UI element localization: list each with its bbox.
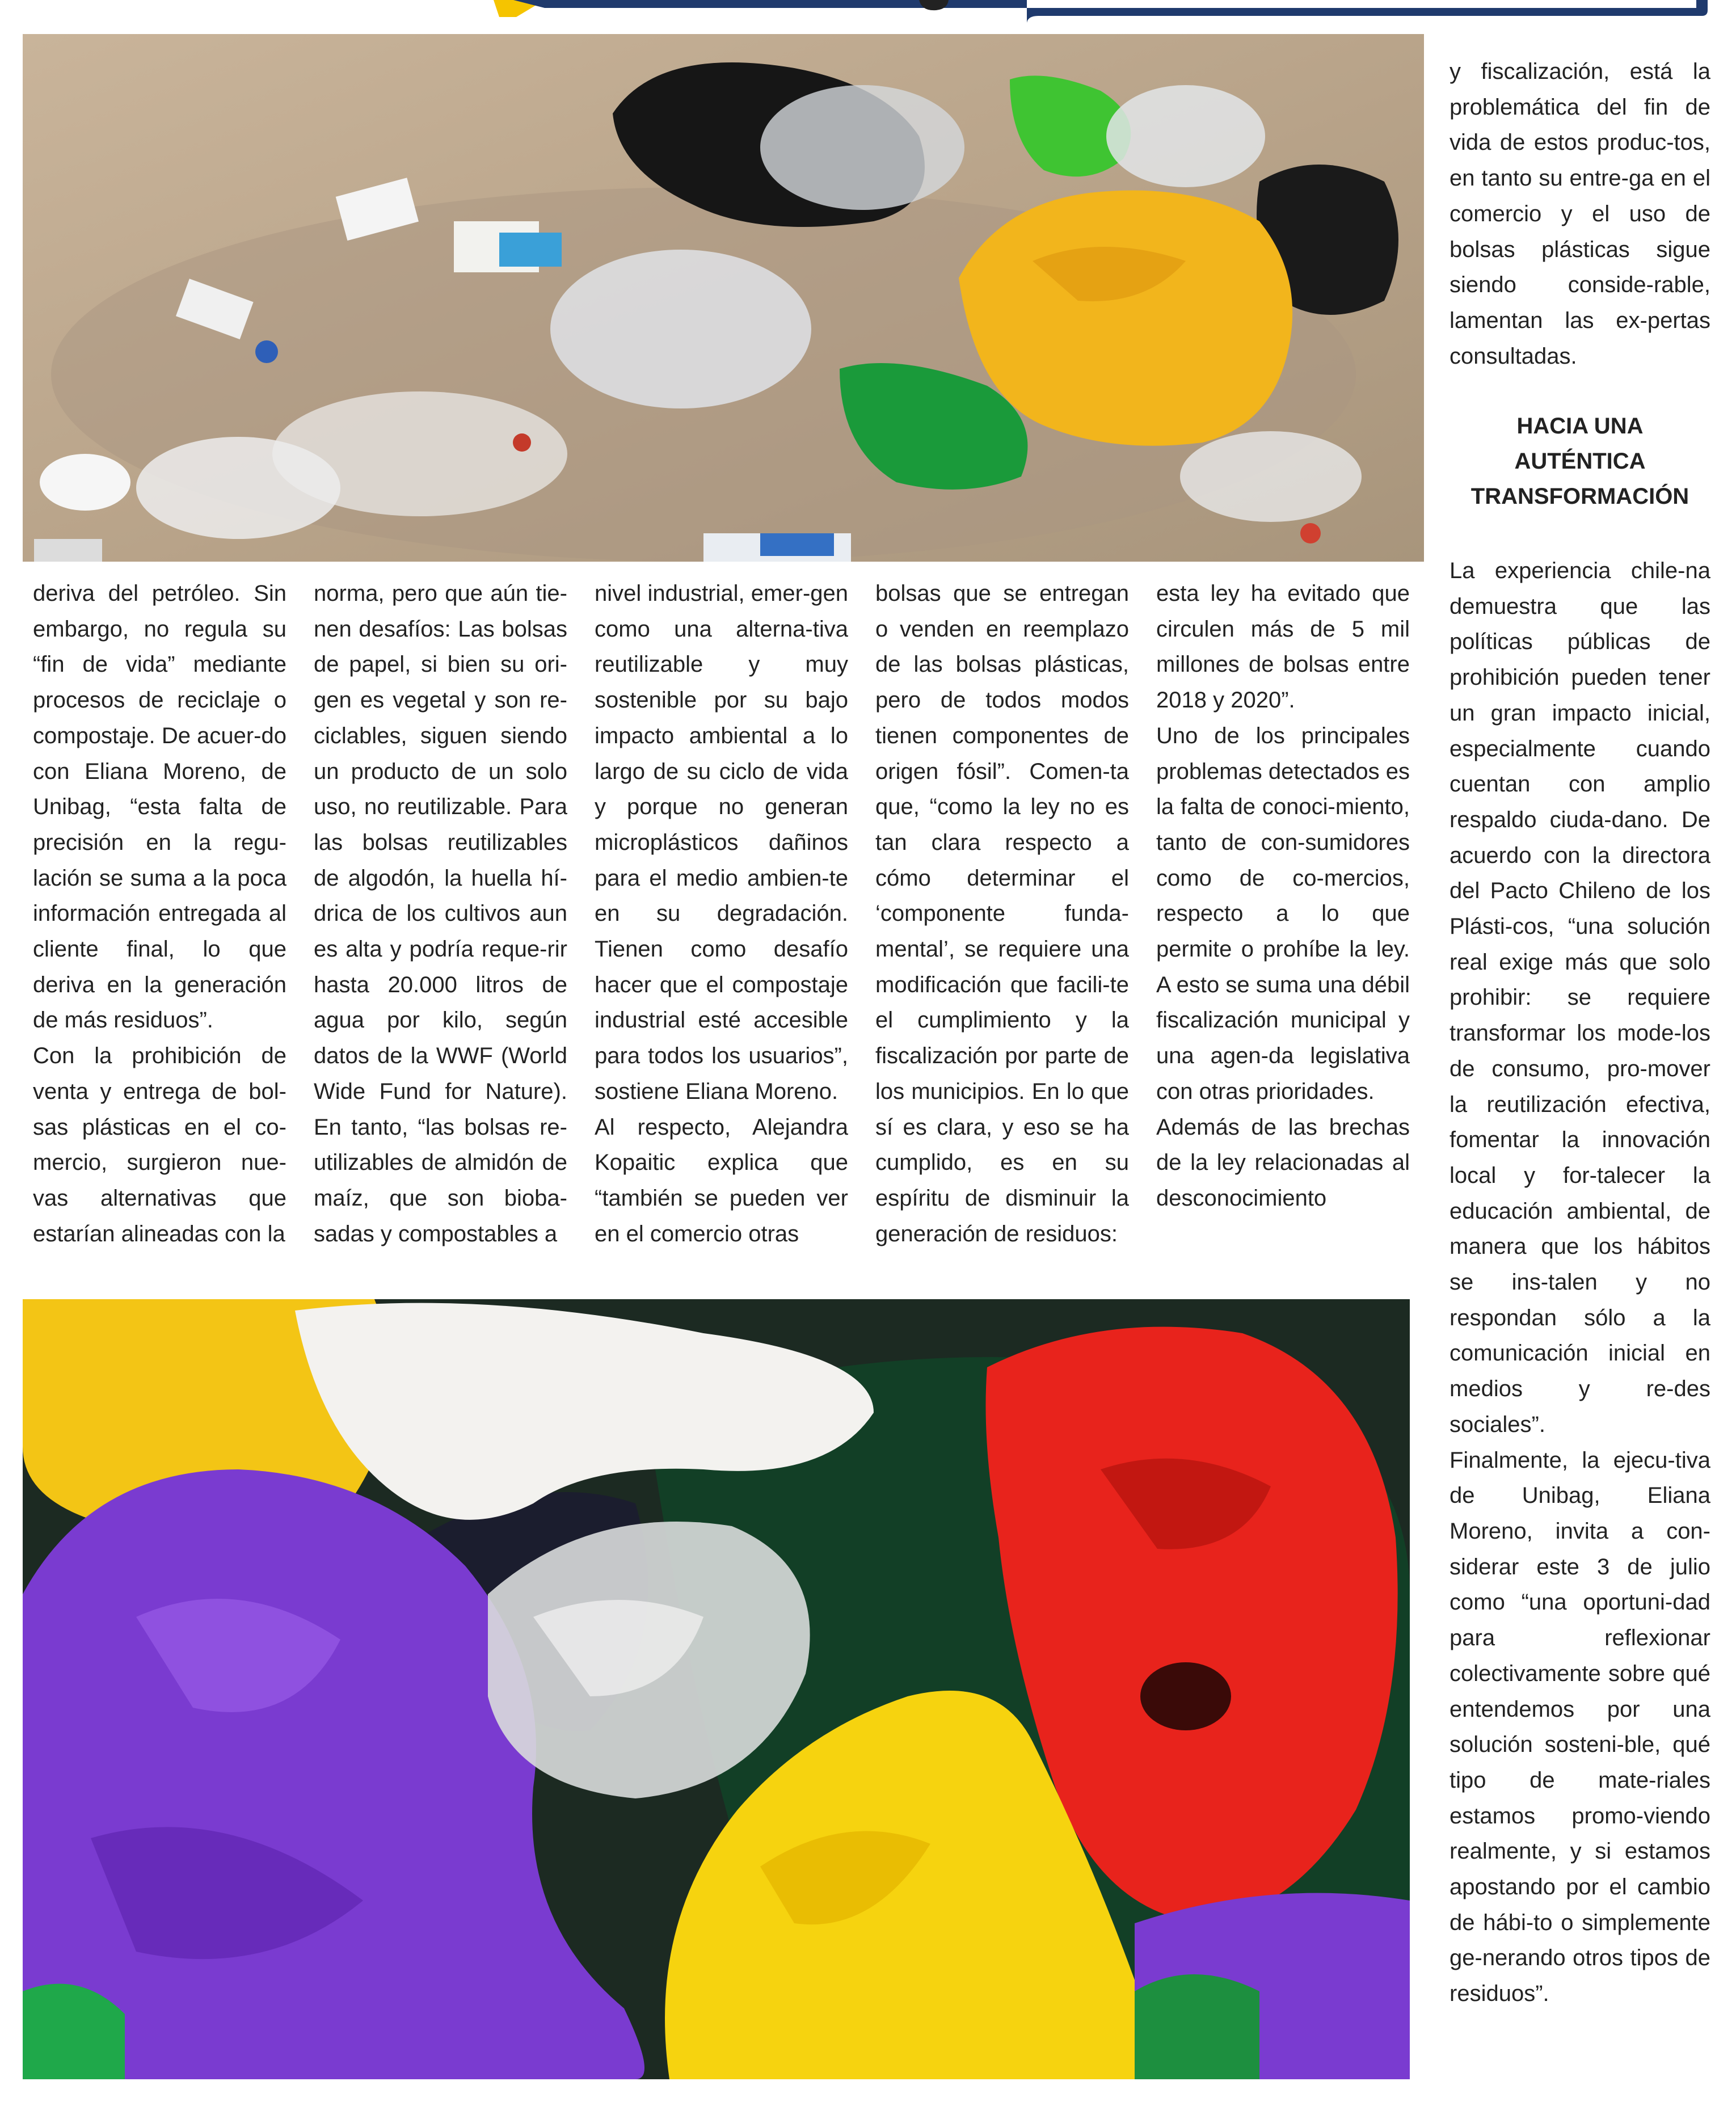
colorful-plastic-bags-photo [23,1299,1410,2079]
article-column-5 [1156,576,1410,1254]
article-column-1 [33,576,286,1254]
paragraph: nivel industrial, emer-gen como una alterna-tiva reutilizable y muy sostenible por su bajo impacto ambiental a lo largo de su ciclo de vida y porque no generan microplásticos dañinos para el medio ambien-te en su degradación. Tienen como desafío hacer que el compostaje industrial esté accesible para todos los usuarios”, sostiene Eliana Moreno. [595,581,848,1104]
sidebar-body [1450,553,1710,2099]
paragraph: La experiencia chile-na demuestra que las políticas públicas de prohibición pueden tener un gran impacto inicial, especialmente cuando cuentan con amplio respaldo ciuda-dano. De acuerdo con la directora del Pacto Chileno de los Plásti-cos, “una solución real exige más que solo prohibir: se requiere transformar los mode-los de consumo, pro-mover la reutilización efectiva, fomentar la innovación local y for-talecer la educación ambiental, de manera que los hábitos se ins-talen y no respondan sólo a la comunicación inicial en medios y re-des sociales”. [1450,558,1710,1437]
paragraph: deriva del petróleo. Sin embargo, no regula su “fin de vida” mediante procesos de reciclaje o compostaje. De acuer-do con Eliana Moreno, de Unibag, “esta falta de precisión en la regu-lación se suma a la poca información entregada al cliente final, lo que deriva en la generación de más residuos”. [33,581,286,1033]
header-decoration [0,0,1736,28]
paragraph: Finalmente, la ejecu-tiva de Unibag, Eliana Moreno, invita a con-siderar este 3 de julio como “una oportuni-dad para reflexionar colectivamente sobre qué entendemos por una solución sosteni-ble, qué tipo de mate-riales estamos promo-viendo realmente, y si estamos apostando por el cambio de hábi-to o simplemente ge-nerando otros tipos de residuos”. [1450,1447,1710,2007]
heading-line: TRANSFORMACIÓN [1470,484,1689,509]
paragraph: bolsas que se entregan o venden en reemplazo de las bolsas plásticas, pero de todos modos tienen componentes de origen fósil”. Comen-ta que, “como la ley no es tan clara respecto a cómo determinar el ‘componente funda-mental’, se requiere una modificación que facili-te el cumplimiento y la fiscalización por parte de los municipios. En lo que sí es clara, y eso se ha cumplido, es en su espíritu de disminuir la generación de residuos: [875,581,1129,1246]
section-heading [1450,408,1710,514]
paragraph: norma, pero que aún tie-nen desafíos: Las bolsas de papel, si bien su ori-gen es vegetal y son re-ciclables, siguen siendo un producto de un solo uso, no reutilizable. Para las bolsas reutilizables de algodón, la huella hí-drica de los cultivos aun es alta y podría reque-rir hasta 20.000 litros de agua por kilo, según datos de la WWF (World Wide Fund for Nature). En tanto, “las bolsas re-utilizables de almidón de maíz, que son bioba-sadas y compostables a [314,581,567,1246]
paragraph: Uno de los principales problemas detectados es la falta de conoci-miento, tanto de con-sumidores como de co-mercios, respecto a lo que permite o prohíbe la ley. A esto se suma una débil fiscalización municipal y una agen-da legislativa con otras prioridades. [1156,723,1410,1104]
sidebar-intro [1450,54,1710,377]
beach-plastic-waste-photo [23,34,1424,562]
paragraph: y fiscalización, está la problemática del fin de vida de estos produc-tos, en tanto su entre-ga en el comercio y el uso de bolsas plásticas sigue siendo conside-rable, lamentan las ex-pertas consultadas. [1450,59,1710,369]
article-column-3 [595,576,848,1254]
paragraph: Además de las brechas de la ley relacionadas al desconocimiento [1156,1114,1410,1211]
paragraph: esta ley ha evitado que circulen más de 5 mil millones de bolsas entre 2018 y 2020”. [1156,581,1410,713]
paragraph: Con la prohibición de venta y entrega de bol-sas plásticas en el co-mercio, surgieron nue-vas alternativas que estarían alineadas con la [33,1043,286,1246]
paragraph: Al respecto, Alejandra Kopaitic explica que “también se pueden ver en el comercio otras [595,1114,848,1246]
heading-line: HACIA UNA [1516,414,1644,439]
article-column-4 [875,576,1129,1254]
article-column-2 [314,576,567,1254]
heading-line: AUTÉNTICA [1514,449,1646,474]
